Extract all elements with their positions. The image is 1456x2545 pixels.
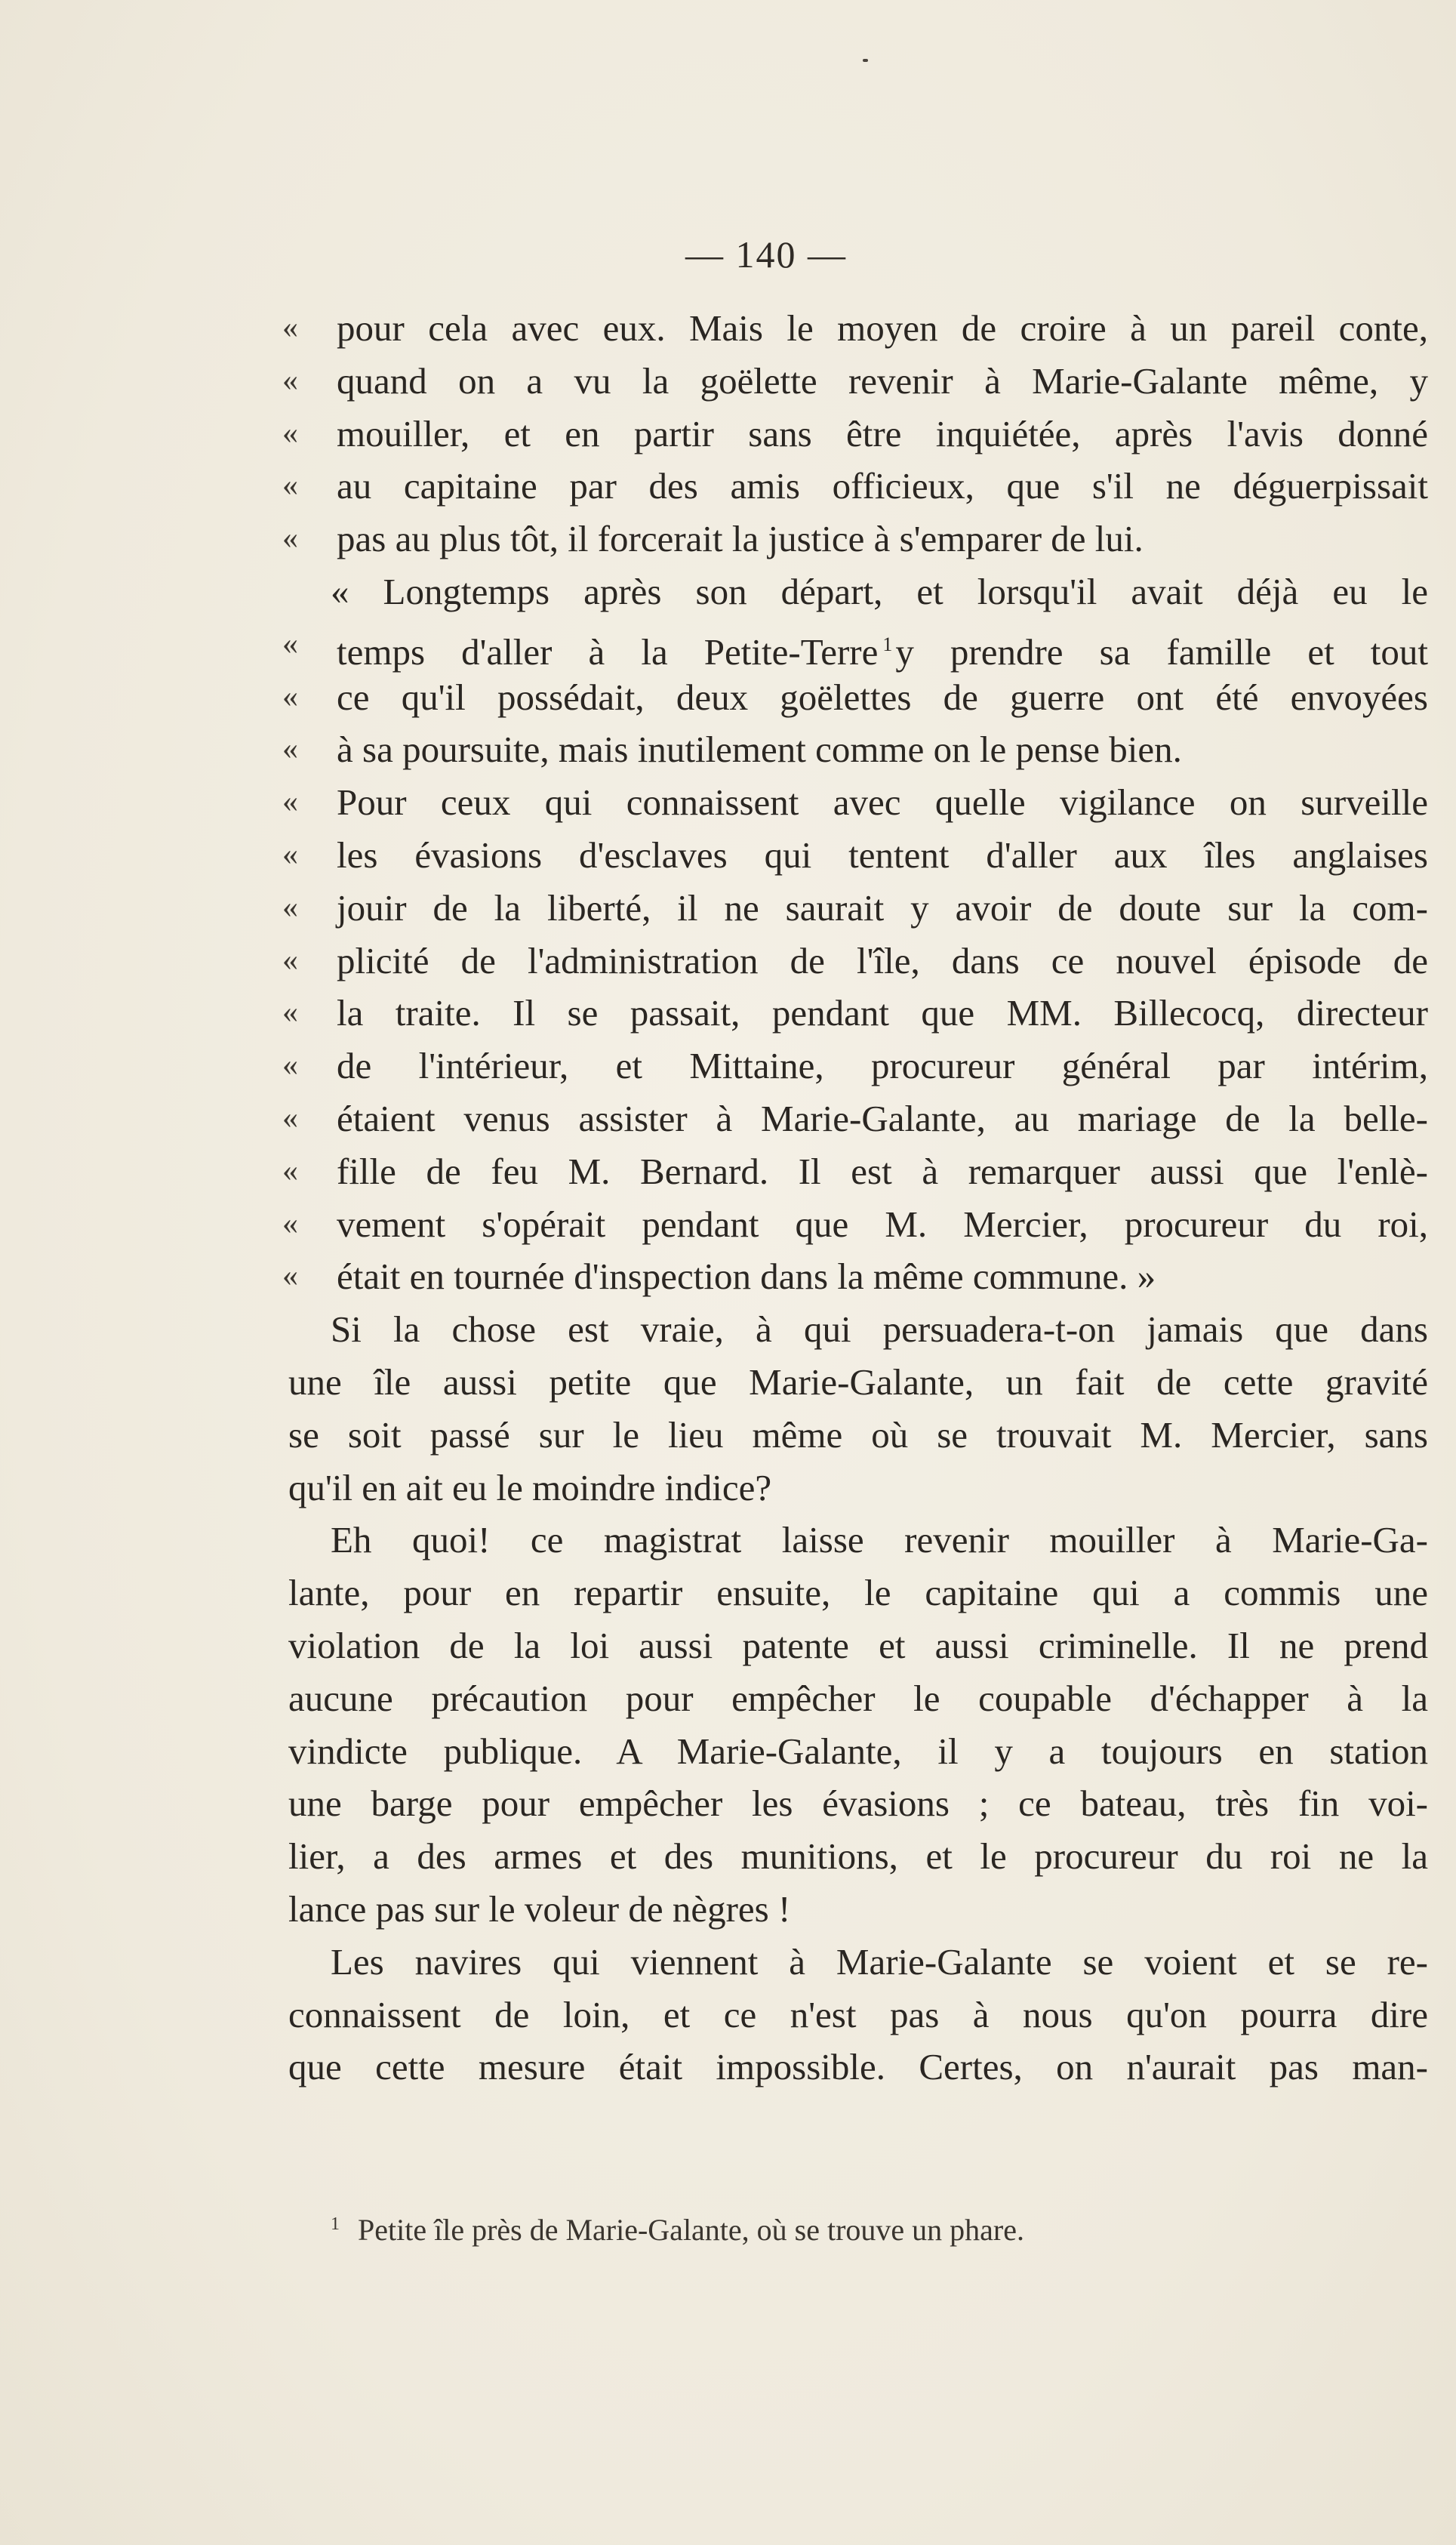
text-line — [288, 1619, 1428, 1672]
text-line — [282, 829, 1428, 882]
line-text: jouir de la liberté, il ne saurait y avoir de doute sur la com- — [337, 886, 1428, 929]
text-line — [282, 671, 1428, 724]
line-text: les évasions d'esclaves qui tentent d'aller aux îles anglaises — [337, 833, 1428, 876]
line-text: « Longtemps après son départ, et lorsqu'il avait déjà eu le — [331, 570, 1428, 612]
text-line — [288, 1989, 1428, 2041]
line-text: connaissent de loin, et ce n'est pas à nous qu'on pourra dire — [288, 1993, 1428, 2035]
text-line — [282, 460, 1428, 513]
quote-mark: « — [282, 784, 298, 820]
line-text-part: y prendre sa famille et tout — [895, 630, 1429, 673]
line-text: pas au plus tôt, il forcerait la justice à s'emparer de lui. — [337, 518, 1144, 560]
quote-mark: « — [282, 942, 298, 978]
line-text: aucune précaution pour empêcher le coupable d'échapper à la — [288, 1677, 1428, 1719]
quote-mark: « — [282, 679, 298, 714]
line-text — [337, 618, 1428, 679]
line-text: au capitaine par des amis officieux, que s'il ne déguerpissait — [337, 465, 1428, 507]
text-line — [282, 987, 1428, 1040]
line-text: quand on a vu la goëlette revenir à Marie-Galante même, y — [337, 359, 1428, 402]
line-text: se soit passé sur le lieu même où se trouvait M. Mercier, sans — [288, 1413, 1428, 1456]
line-text: étaient venus assister à Marie-Galante, au mariage de la belle- — [337, 1097, 1428, 1139]
line-text: ce qu'il possédait, deux goëlettes de guerre ont été envoyées — [337, 676, 1428, 718]
text-line — [282, 1040, 1428, 1092]
quote-mark: « — [282, 995, 298, 1031]
line-text: lante, pour en repartir ensuite, le capitaine qui a commis une — [288, 1572, 1428, 1614]
quote-mark: « — [282, 1153, 298, 1188]
line-text: était en tournée d'inspection dans la même commune. » — [337, 1256, 1156, 1298]
footnote — [331, 2212, 1024, 2248]
quote-mark: « — [282, 468, 298, 504]
line-text: vindicte publique. A Marie-Galante, il y a toujours en station — [288, 1730, 1428, 1772]
footnote-text: Petite île près de Marie-Galante, où se trouve un phare. — [358, 2213, 1025, 2247]
line-text: pour cela avec eux. Mais le moyen de croire à un pareil conte, — [337, 307, 1428, 349]
footnote-mark: 1 — [331, 2214, 340, 2234]
text-line — [288, 565, 1428, 618]
text-line — [288, 2041, 1428, 2094]
line-text: une barge pour empêcher les évasions ; ce bateau, très fin voi- — [288, 1782, 1428, 1825]
quote-mark: « — [282, 362, 298, 398]
text-line — [288, 1777, 1428, 1830]
line-text: lance pas sur le voleur de nègres ! — [288, 1887, 791, 1930]
quote-mark: « — [282, 1100, 298, 1135]
text-line — [288, 1409, 1428, 1462]
line-text: qu'il en ait eu le moindre indice? — [288, 1466, 772, 1508]
text-line — [282, 723, 1428, 776]
text-line — [282, 1092, 1428, 1145]
line-text: violation de la loi aussi patente et aussi criminelle. Il ne prend — [288, 1624, 1428, 1666]
text-line — [288, 1567, 1428, 1619]
text-line — [288, 1514, 1428, 1567]
text-line — [282, 935, 1428, 987]
line-text: lier, a des armes et des munitions, et le procureur du roi ne la — [288, 1835, 1428, 1878]
text-line — [282, 408, 1428, 461]
line-text: de l'intérieur, et Mittaine, procureur général par intérim, — [337, 1045, 1428, 1087]
line-text: vement s'opérait pendant que M. Mercier, procureur du roi, — [337, 1203, 1428, 1245]
ink-speck — [863, 59, 868, 62]
line-text: Eh quoi! ce magistrat laisse revenir mouiller à Marie-Ga- — [331, 1519, 1428, 1561]
quote-mark: « — [282, 1259, 298, 1294]
line-text: mouiller, et en partir sans être inquiétée, après l'avis donné — [337, 412, 1428, 454]
line-text: Les navires qui viennent à Marie-Galante se voient et se re- — [331, 1940, 1428, 1983]
text-line — [282, 513, 1428, 565]
text-line — [288, 1303, 1428, 1356]
text-line — [282, 1145, 1428, 1198]
line-text: que cette mesure était impossible. Certes, on n'aurait pas man- — [288, 2046, 1428, 2088]
body-text — [282, 302, 1429, 2094]
text-line — [288, 1725, 1428, 1778]
quote-mark: « — [282, 837, 298, 872]
text-line — [288, 1830, 1428, 1883]
line-text: la traite. Il se passait, pendant que MM. Billecocq, directeur — [337, 992, 1428, 1034]
line-text: fille de feu M. Bernard. Il est à remarquer aussi que l'enlè- — [337, 1150, 1428, 1192]
quote-mark: « — [282, 626, 298, 661]
quote-mark: « — [282, 889, 298, 925]
footnote-ref: 1 — [882, 633, 893, 655]
text-line — [288, 1672, 1428, 1725]
quote-mark: « — [282, 415, 298, 451]
line-text-part: temps d'aller à la Petite-Terre — [337, 630, 879, 673]
text-line — [282, 882, 1428, 935]
line-text: plicité de l'administration de l'île, dans ce nouvel épisode de — [337, 939, 1428, 981]
text-line — [288, 1462, 1428, 1514]
text-line — [282, 355, 1428, 408]
quote-mark: « — [282, 310, 298, 345]
line-text: Pour ceux qui connaissent avec quelle vigilance on surveille — [337, 781, 1428, 824]
text-line — [282, 1250, 1428, 1303]
text-line — [282, 1198, 1428, 1251]
text-line — [282, 618, 1429, 673]
text-line — [288, 1883, 1428, 1936]
quote-mark: « — [282, 1048, 298, 1083]
quote-mark: « — [282, 732, 298, 767]
quote-mark: « — [282, 1206, 298, 1241]
text-line — [282, 302, 1428, 355]
text-line — [288, 1356, 1428, 1409]
text-line — [282, 776, 1428, 829]
line-text: à sa poursuite, mais inutilement comme on le pense bien. — [337, 729, 1182, 771]
line-text: Si la chose est vraie, à qui persuadera-t-on jamais que dans — [331, 1308, 1428, 1351]
page-number: — 140 — — [685, 233, 847, 276]
text-line — [288, 1936, 1428, 1989]
line-text: une île aussi petite que Marie-Galante, un fait de cette gravité — [288, 1360, 1428, 1403]
quote-mark: « — [282, 521, 298, 556]
